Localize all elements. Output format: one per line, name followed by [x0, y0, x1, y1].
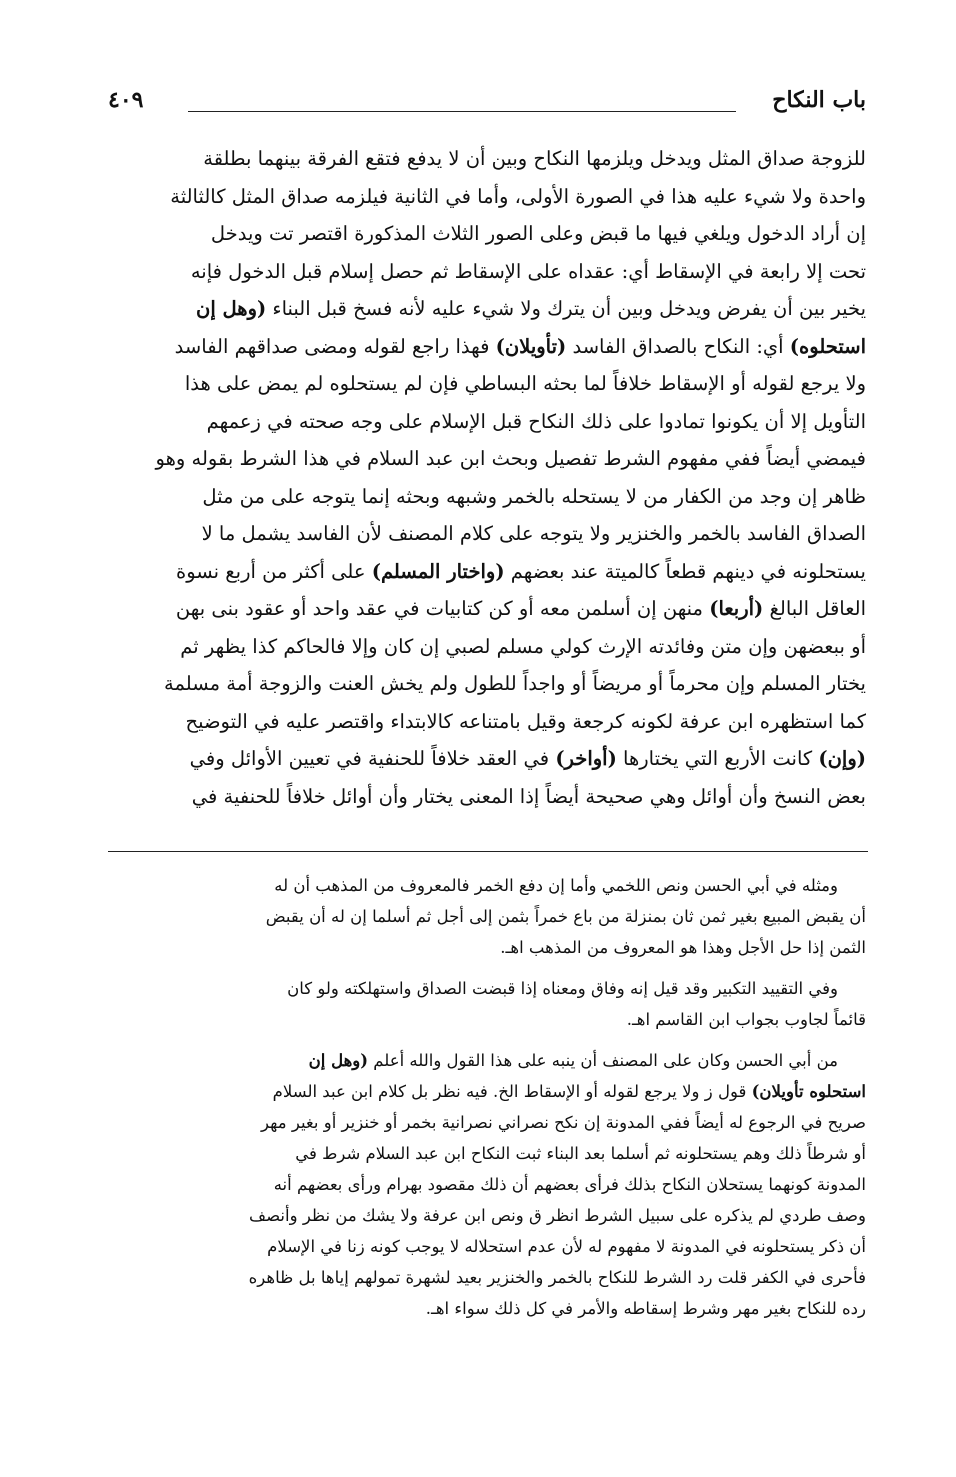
footnote-line: [108, 973, 866, 1004]
bold-text-segment: استحلوه): [789, 334, 866, 358]
text-segment: أي: النكاح بالصداق الفاسد: [566, 334, 790, 358]
text-segment: منهن إن أسلمن معه أو كن كتابيات في عقد واحد أو عقود بنى بهن: [175, 597, 710, 620]
main-text-line: [108, 553, 866, 591]
text-segment: كانت الأربع التي يختارها: [616, 747, 819, 770]
text-segment: من أبي الحسن وكان على المصنف أن ينبه على هذا القول والله أعلم: [368, 1051, 838, 1070]
main-text-body: [108, 140, 866, 815]
footnote-line: [108, 1169, 866, 1200]
text-segment: للزوجة صداق المثل ويدخل ويلزمها النكاح وبين أن لا يدفع فتقع الفرقة بينهما بطلقة: [203, 147, 866, 170]
text-segment: العاقل البالغ: [763, 597, 866, 620]
text-segment: صريح في الرجوع له أيضاً ففي المدونة إن نكح نصراني نصرانية بخمر أو خنزير أو بغير مهر: [261, 1113, 866, 1132]
text-segment: واحدة ولا شيء عليه هذا في الصورة الأولى، وأما في الثانية فيلزمه صداق المثل كالثالثة: [170, 184, 866, 208]
bold-text-segment: (وهل إن: [196, 297, 267, 320]
text-segment: ظاهر إن وجد من الكفار من لا يستحله بالخمر وشبهه وبحثه إنما يتوجه على من مثل: [202, 484, 866, 508]
footnote-line: [108, 870, 866, 901]
footnote-line: [108, 901, 866, 932]
text-segment: ومثله في أبي الحسن ونص اللخمي وأما إن دفع الخمر فالمعروف من المذهب أن له: [274, 876, 838, 895]
main-text-line: [108, 440, 866, 478]
main-text-line: [108, 178, 866, 216]
page-header: [108, 84, 866, 120]
text-segment: يختار المسلم وإن محرماً أو مريضاً أو واجداً للطول ولم يخش العنت والزوجة أمة مسلمة: [164, 672, 866, 695]
main-text-line: [108, 365, 866, 403]
footnote-line: [108, 1293, 866, 1324]
text-segment: ولا يرجع لقوله أو الإسقاط خلافاً لما بحثه البساطي فإن لم يستحلوه لم يمض على هذا: [184, 372, 866, 395]
text-segment: يخير بين أن يفرض ويدخل وبين أن يترك ولا شيء عليه لأنه فسخ قبل البناء: [266, 297, 866, 320]
chapter-title: باب النكاح: [772, 87, 866, 113]
footnote-paragraph: [108, 1045, 866, 1324]
footnotes-section: [108, 870, 866, 1334]
text-segment: في العقد خلافاً للحنفية في تعيين الأوائل وفي: [189, 747, 556, 770]
bold-text-segment: (تأويلان): [495, 334, 567, 358]
footnote-line: [108, 1200, 866, 1231]
footnote-line: [108, 1045, 866, 1076]
text-segment: الثمن إذا حل الأجل وهذا هو المعروف من المذهب اهـ.: [500, 938, 866, 957]
main-text-line: [108, 628, 866, 666]
main-text-line: [108, 328, 866, 366]
text-segment: أو ببعضهن وإن متن وفائدته الإرث كولي مسلم لصبي إن كان وإلا فالحاكم كذا يظهر ثم: [180, 634, 866, 658]
main-text-line: [108, 290, 866, 328]
bold-text-segment: (وإن): [818, 747, 866, 770]
main-text-line: [108, 478, 866, 516]
text-segment: كما استظهره ابن عرفة لكونه كرجعة وقيل بامتناعه كالابتداء واقتصر عليه في التوضيح: [185, 709, 866, 733]
text-segment: فأحرى في الكفر قلت رد الشرط للنكاح بالخمر والخنزير بعيد لشهرة تمولهم إياها بل ظاهره: [248, 1268, 866, 1287]
main-text-line: [108, 703, 866, 741]
main-text-line: [108, 403, 866, 441]
text-segment: وصف طردي لم يذكره على سبيل الشرط انظر ق ونص ابن عرفة ولا يشك من نظر وأنصف: [249, 1206, 866, 1225]
footnote-line: [108, 932, 866, 963]
footnote-line: [108, 1076, 866, 1107]
text-segment: يستحلونه في دينهم قطعاً كالميتة عند بعضهم: [504, 559, 866, 583]
text-segment: التأويل إلا أن يكونوا تمادوا على ذلك النكاح قبل الإسلام على وجه صحته في زعمهم: [206, 409, 866, 433]
main-text-line: [108, 515, 866, 553]
main-text-line: [108, 590, 866, 628]
text-segment: قول ز ولا يرجع لقوله أو الإسقاط الخ. فيه نظر بل كلام ابن عبد السلام: [272, 1082, 752, 1101]
text-segment: أو شرطاً ذلك وهم يستحلونه ثم أسلما بعد البناء ثبت النكاح ابن عبد السلام شرط في: [295, 1144, 866, 1163]
bold-text-segment: (وهل إن: [308, 1051, 369, 1070]
text-segment: رده للنكاح بغير مهر وشرط إسقاطه والأمر في كل ذلك سواء اهـ.: [425, 1299, 866, 1318]
page-number: ٤٠٩: [108, 87, 144, 113]
bold-text-segment: استحلوه تأويلان): [751, 1082, 866, 1101]
footnote-line: [108, 1107, 866, 1138]
main-text-line: [108, 778, 866, 816]
text-segment: فهذا راجع لقوله ومضى صداقهم الفاسد: [174, 334, 496, 358]
footnote-separator: [108, 851, 868, 852]
text-segment: وفي التقييد التكبير وقد قيل إنه وفاق ومعناه إذا قبضت الصداق واستهلكته ولو كان: [287, 979, 838, 998]
footnote-paragraph: [108, 870, 866, 963]
text-segment: أن يقبض المبيع بغير ثمن ثان بمنزلة من باع خمراً بثمن إلى أجل ثم أسلما إن له أن يقبض: [265, 907, 866, 926]
text-segment: أن ذكر يستحلونه في المدونة لا مفهوم له لأن عدم استحلاله لا يوجب كونه زنا في الإسلام: [267, 1237, 866, 1256]
text-segment: بعض النسخ وأن أوائل وهي صحيحة أيضاً إذا المعنى يختار وأن أوائل خلافاً للحنفية في: [191, 784, 866, 808]
bold-text-segment: (أربعا): [709, 597, 764, 620]
text-segment: على أكثر من أربع نسوة: [175, 559, 372, 583]
header-rule: [188, 111, 736, 112]
main-text-line: [108, 740, 866, 778]
text-segment: فيمضي أيضاً ففي مفهوم الشرط تفصيل وبحث ابن عبد السلام في هذا الشرط بقوله وهو: [155, 447, 866, 470]
text-segment: الصداق الفاسد بالخمر والخنزير ولا يتوجه على كلام المصنف لأن الفاسد يشمل ما لا: [201, 522, 866, 545]
text-segment: قائماً لجاوب بجواب ابن القاسم اهـ.: [626, 1010, 866, 1029]
main-text-line: [108, 140, 866, 178]
footnote-line: [108, 1262, 866, 1293]
footnote-paragraph: [108, 973, 866, 1035]
footnote-line: [108, 1004, 866, 1035]
text-segment: تحت إلا رابعة في الإسقاط أي: عقداه على الإسقاط ثم حصل إسلام قبل الدخول فإنه: [190, 259, 866, 283]
main-text-line: [108, 253, 866, 291]
bold-text-segment: (واختار المسلم): [371, 559, 505, 583]
bold-text-segment: (أواخر): [555, 747, 617, 770]
footnote-line: [108, 1138, 866, 1169]
main-text-line: [108, 665, 866, 703]
text-segment: إن أراد الدخول ويلغي فيها ما قبض وعلى الصور الثلاث المذكورة اقتصر تت ويدخل: [210, 222, 866, 245]
footnote-line: [108, 1231, 866, 1262]
text-segment: المدونة كونهما يستحلان النكاح بذلك فرأى بعضهم أن ذلك مقصود بهرام ورأى بعضهم أنه: [273, 1175, 866, 1194]
main-text-line: [108, 215, 866, 253]
